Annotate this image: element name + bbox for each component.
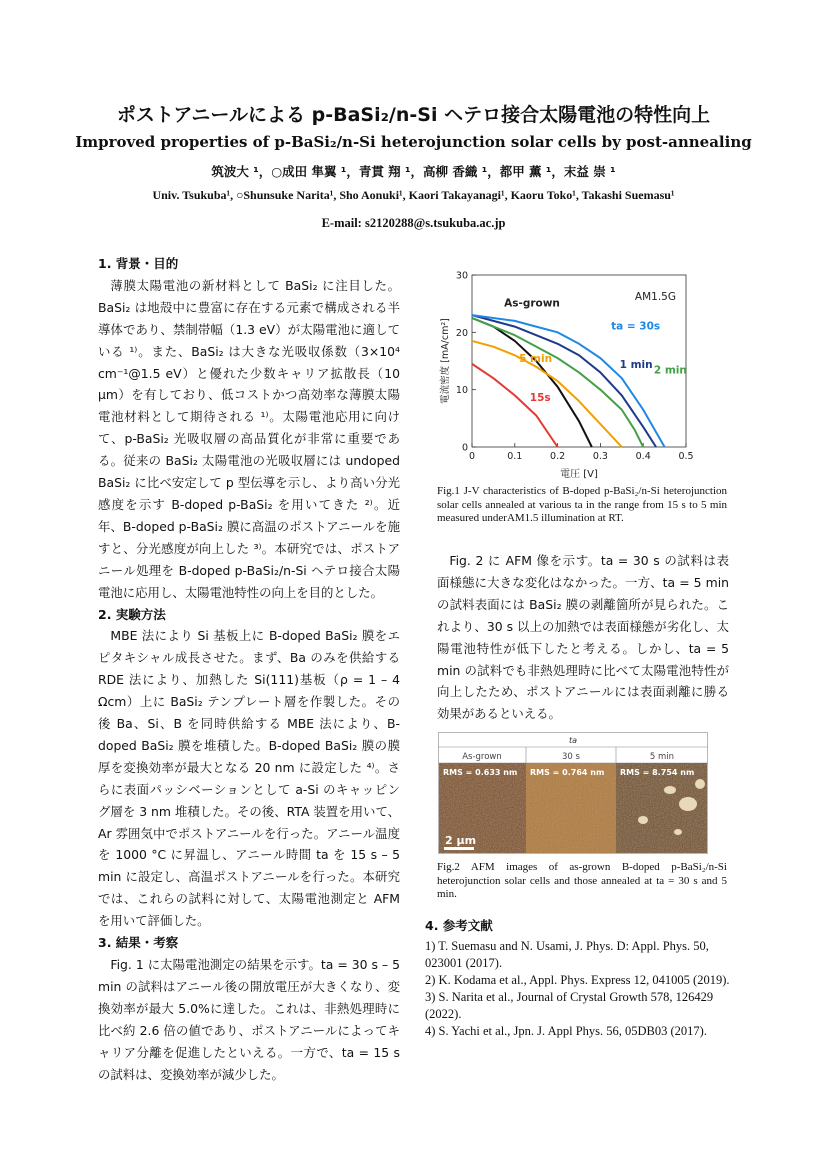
x-tick-label: 0.1 (507, 451, 523, 462)
right-column (437, 550, 729, 725)
y-tick-label: 10 (455, 385, 468, 397)
section-3-heading: 3. 結果・考察 (98, 935, 179, 951)
reference-item: 1) T. Suemasu and N. Usami, J. Phys. D: Appl. Phys. 50, 023001 (2017). (425, 939, 709, 970)
fig2-caption-lead: Fig.2 (437, 861, 460, 873)
fig1-caption-body: J-V characteristics of B-doped p-BaSi₂/n-Si heterojunction solar cells annealed at various ta in the range from 15 s to 5 min measured underAM1.5 illumination at RT. (437, 485, 727, 524)
afm-col-as-grown: As-grown (462, 752, 502, 762)
references-section (425, 916, 735, 1040)
x-tick-label: 0 (468, 451, 476, 462)
title-english: Improved properties of p-BaSi₂/n-Si heterojunction solar cells by post-annealing (75, 133, 752, 151)
section-3-body-continued: Fig. 2 に AFM 像を示す。ta = 30 s の試料は表面様態に大きな変化はなかった。一方、ta = 5 min の試料表面には BaSi₂ 膜の剥離箇所が見られた。これより、30 s 以上の加熱では表面様態が劣化し、太陽電池特性が低下したと考える。しかし、ta = 5 min の試料でも非熱処理時に比べて太陽電池特性が向上したため、ポストアニールには表面剥離に勝る効果があるといえる。 (437, 553, 729, 722)
series-label: 2 min (653, 364, 687, 377)
section-1-body: 薄膜太陽電池の新材料として BaSi₂ に注目した。BaSi₂ は地殻中に豊富に存在する元素で構成される半導体であり、禁制帯幅（1.3 eV）が太陽電池に適している ¹⁾。また、BaSi₂ は大きな光吸収係数（3×10⁴ cm⁻¹@1.5 eV）と優れた少数キャリア拡散長（10 μm）を有しており、低コストかつ高効率な薄膜太陽電池材料として期待される ¹⁾。太陽電池応用に向けて、p-BaSi₂ 光吸収層の高品質化が非常に重要である。従来の BaSi₂ 太陽電池の光吸収層には undoped BaSi₂ に比べ安定して p 型伝導を示し、より高い分光感度を示す B-doped p-BaSi₂ を用いてきた ²⁾。近年、B-doped p-BaSi₂ 膜に高温のポストアニールを施すと、分光感度が向上した ³⁾。本研究では、ポストアニール処理を B-doped p-BaSi₂/n-Si ヘテロ接合太陽電池に応用し、太陽電池特性の向上を目的とした。 (98, 277, 400, 600)
afm-col-5min: 5 min (649, 752, 675, 762)
fig1-caption (437, 485, 727, 526)
section-2-body: MBE 法により Si 基板上に B-doped BaSi₂ 膜をエピタキシャル成長させた。まず、Ba のみを供給する RDE 法により、加熱した Si(111)基板（ρ = 1 – 4 Ωcm）上に BaSi₂ テンプレート層を作製した。その後 Ba、Si、B を同時供給する MBE 法により、B-doped BaSi₂ 膜を堆積した。B-doped BaSi₂ 膜の膜厚を変換効率が最大となる 20 nm に設定した ⁴⁾。さらに表面パッシベーションとして a-Si のキャッピング層を 3 nm 堆積した。その後、RTA 装置を用いて、Ar 雰囲気中でポストアニールを行った。アニール温度を 1000 °C に昇温し、アニール時間 ta を 15 s – 5 min に設定し、高温ポストアニールを行った。本研究では、これらの試料に対して、太陽電池測定と AFM を用いて評価した。 (98, 628, 400, 929)
authors-japanese: 筑波大 ¹，○成田 隼翼 ¹，青貫 翔 ¹，高柳 香織 ¹，都甲 薫 ¹，末益 崇 ¹ (211, 164, 616, 179)
afm-scalebar (444, 847, 474, 850)
chart-annotation: AM1.5G (634, 291, 676, 303)
reference-item: 2) K. Kodama et al., Appl. Phys. Express 12, 041005 (2019). (425, 973, 730, 987)
x-tick-label: 0.3 (592, 451, 608, 462)
series-label: 15s (529, 392, 551, 405)
section-2-heading: 2. 実験方法 (98, 606, 166, 622)
left-column (98, 253, 400, 1085)
x-axis-label: 電圧 [V] (560, 469, 598, 480)
fig1-caption-lead: Fig.1 (437, 485, 460, 497)
series-label: As-grown (504, 297, 560, 310)
authors-english: Univ. Tsukuba¹, ○Shunsuke Narita¹, Sho Aonuki¹, Kaori Takayanagi¹, Kaoru Toko¹, Takashi Suemasu¹ (152, 188, 675, 202)
fig2-caption (437, 861, 727, 902)
reference-item: 3) S. Narita et al., Journal of Crystal Growth 578, 126429 (2022). (425, 990, 714, 1021)
y-tick-label: 0 (461, 442, 468, 454)
section-3-body: Fig. 1 に太陽電池測定の結果を示す。ta = 30 s – 5 min の試料はアニール後の開放電圧が大きくなり、変換効率が最大 5.0%に達した。これは、非熱処理時に比べ約 2.6 倍の値であり、ポストアニールによってキャリア分離を促進したといえる。一方で、ta = 15 s の試料は、変換効率が減少した。 (98, 957, 400, 1082)
afm-rms-as-grown: RMS = 0.633 nm (443, 768, 518, 777)
y-tick-label: 20 (455, 327, 468, 339)
y-axis-label: 電流密度 [mA/cm²] (440, 318, 451, 404)
afm-rms-5min: RMS = 8.754 nm (620, 768, 695, 777)
afm-figure (438, 732, 708, 854)
jv-chart (428, 265, 694, 483)
series-label: 5 min (519, 353, 553, 366)
x-tick-label: 0.2 (550, 451, 566, 462)
section-1-heading: 1. 背景・目的 (98, 256, 179, 271)
afm-header-ta: ta (568, 736, 578, 745)
x-tick-label: 0.4 (635, 451, 651, 462)
series-label: 1 min (619, 358, 653, 371)
x-tick-label: 0.5 (678, 451, 694, 462)
section-4-heading: 4. 参考文献 (425, 918, 493, 933)
afm-col-30s: 30 s (562, 752, 580, 762)
title-japanese: ポストアニールによる p-BaSi₂/n-Si ヘテロ接合太陽電池の特性向上 (116, 104, 711, 126)
afm-rms-30s: RMS = 0.764 nm (530, 768, 605, 777)
fig2-caption-body: AFM images of as-grown B-doped p-BaSi₂/n-Si heterojunction solar cells and those annealed at ta = 30 s and 5 min. (437, 861, 727, 900)
reference-item: 4) S. Yachi et al., Jpn. J. Appl Phys. 56, 05DB03 (2017). (425, 1024, 707, 1038)
y-tick-label: 30 (455, 270, 468, 282)
series-label: ta = 30s (611, 320, 661, 333)
email: E-mail: s2120288@s.tsukuba.ac.jp (321, 216, 506, 230)
afm-scalebar-label: 2 μm (445, 834, 477, 847)
